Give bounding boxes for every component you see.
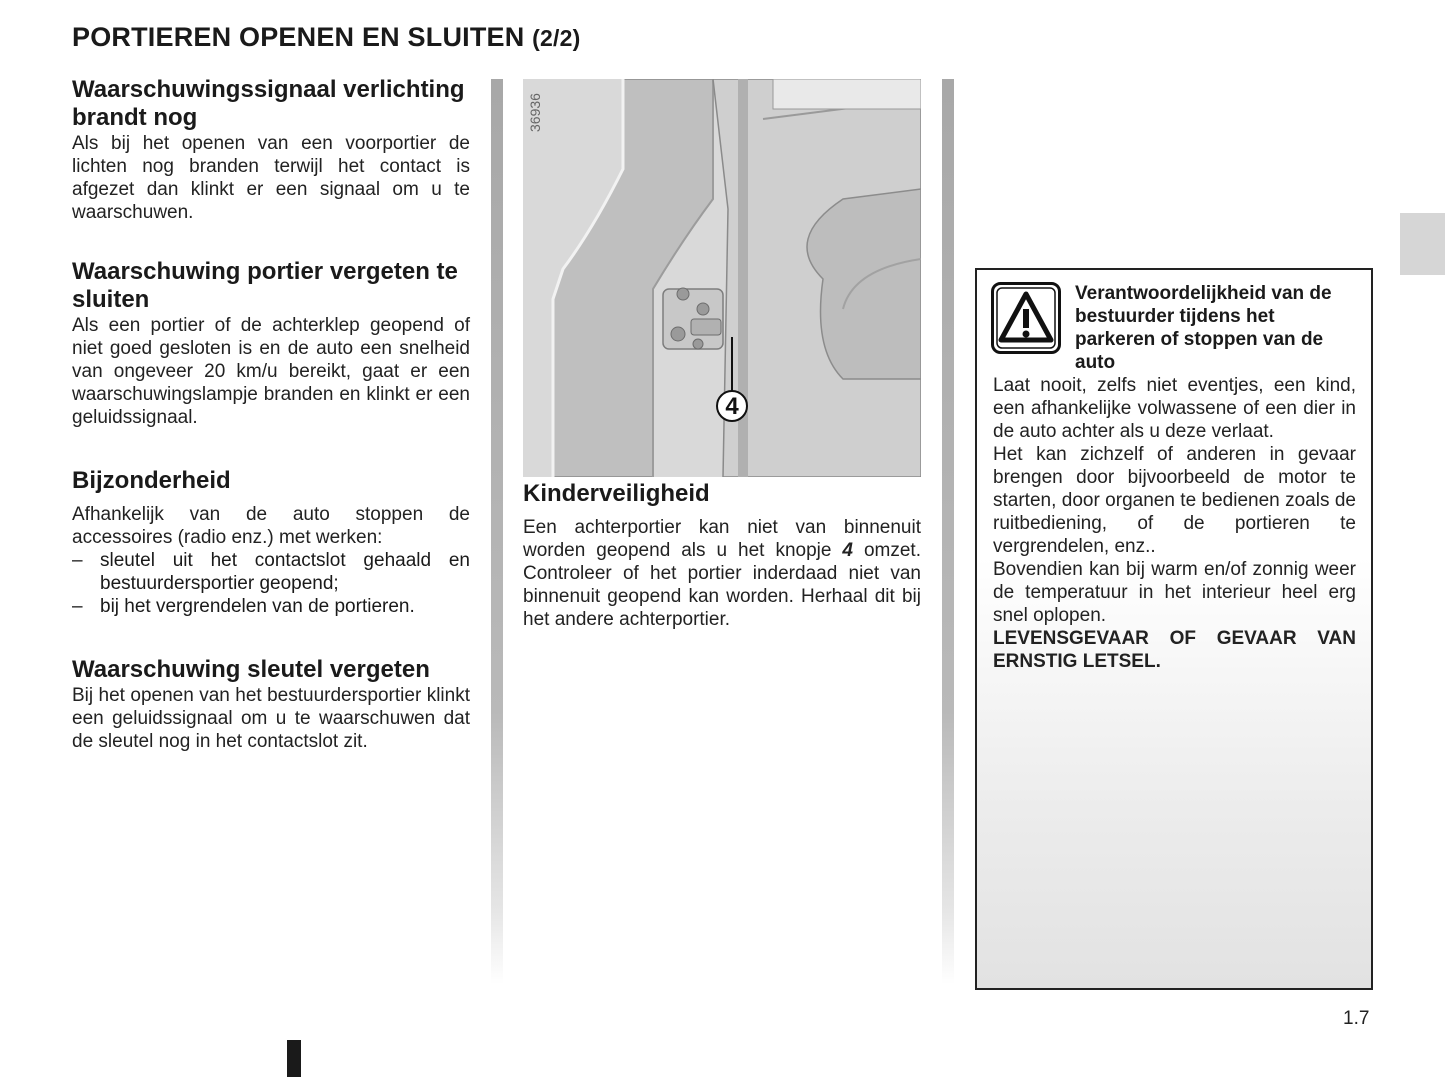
callout-label: 4 bbox=[725, 393, 739, 420]
section-key-warning bbox=[72, 656, 470, 753]
section-door-open-warning bbox=[72, 258, 470, 429]
column-divider bbox=[491, 79, 503, 984]
warning-emphasis: LEVENSGEVAAR OF GEVAAR VAN ERNSTIG LETSEL. bbox=[993, 628, 1356, 672]
section-heading: Waarschuwing portier vergeten te sluiten bbox=[72, 258, 458, 313]
section-text: Als bij het openen van een voorportier de lichten nog branden terwijl het contact is afgezet dan klinkt er een signaal om u te waarschuwen. bbox=[72, 133, 470, 223]
middle-column bbox=[523, 480, 921, 631]
page-number: 1.7 bbox=[1343, 1008, 1370, 1029]
column-divider bbox=[942, 79, 954, 984]
section-particularity bbox=[72, 467, 470, 618]
section-text: Afhankelijk van de auto stoppen de accessoires (radio enz.) met werken: bbox=[72, 504, 470, 548]
bullet-list bbox=[72, 549, 470, 618]
warning-paragraph: Het kan zichzelf of anderen in gevaar brengen door bijvoorbeeld de motor te starten, door organen te bedienen zoals de ruitbediening, of de portieren te vergrendelen, enz.. bbox=[993, 444, 1356, 557]
left-column bbox=[72, 76, 470, 753]
list-item bbox=[72, 549, 470, 595]
warning-triangle-icon bbox=[991, 282, 1061, 354]
text-part: Een achterportier kan niet van binnenuit worden geopend als u het knopje bbox=[523, 517, 921, 561]
page-title-part: (2/2) bbox=[532, 25, 581, 51]
section-heading: Waarschuwingssignaal verlichting brandt nog bbox=[72, 76, 465, 131]
warning-box bbox=[975, 268, 1373, 990]
figure-code: 36936 bbox=[527, 93, 543, 133]
text-part: omzet. Controleer of het portier inderdaad niet van binnenuit geopend kan worden. Herhaal dit bij het andere achterportier. bbox=[523, 540, 921, 630]
list-item-text: sleutel uit het contactslot gehaald en bestuurdersportier geopend; bbox=[100, 550, 470, 594]
section-light-warning bbox=[72, 76, 470, 224]
section-heading: Waarschuwing sleutel vergeten bbox=[72, 656, 430, 683]
section-heading: Bijzonderheid bbox=[72, 467, 231, 494]
warning-body bbox=[993, 374, 1356, 673]
door-lock-illustration bbox=[523, 79, 921, 477]
footer-mark bbox=[287, 1040, 301, 1077]
section-text: Bij het openen van het bestuurdersportier klinkt een geluidssignaal om u te waarschuwen dat de sleutel nog in het contactslot zit. bbox=[72, 685, 470, 752]
warning-paragraph: Laat nooit, zelfs niet eventjes, een kind, een afhankelijke volwassene of een dier in de auto achter als u deze verlaat. bbox=[993, 375, 1356, 442]
warning-heading: Verantwoordelijkheid van de bestuurder tijdens het parkeren of stoppen van de auto bbox=[1075, 283, 1332, 373]
page-title bbox=[72, 22, 580, 53]
bullet-marker: – bbox=[72, 596, 83, 617]
door-lock-drawing bbox=[523, 79, 921, 477]
section-text bbox=[523, 516, 921, 631]
list-item-text: bij het vergrendelen van de portieren. bbox=[100, 596, 415, 617]
page-title-text: PORTIEREN OPENEN EN SLUITEN bbox=[72, 22, 525, 52]
list-item bbox=[72, 595, 470, 618]
bullet-marker: – bbox=[72, 550, 83, 571]
warning-paragraph: Bovendien kan bij warm en/of zonnig weer de temperatuur in het interieur heel erg snel oplopen. bbox=[993, 559, 1356, 626]
text-emphasis: 4 bbox=[842, 540, 853, 561]
section-text: Als een portier of de achterklep geopend of niet goed gesloten is en de auto een snelheid van ongeveer 20 km/u bereikt, gaat er een waarschuwingslampje branden en klinkt er een geluidssignaal. bbox=[72, 315, 470, 428]
chapter-tab bbox=[1400, 213, 1445, 275]
section-heading: Kinderveiligheid bbox=[523, 480, 710, 507]
